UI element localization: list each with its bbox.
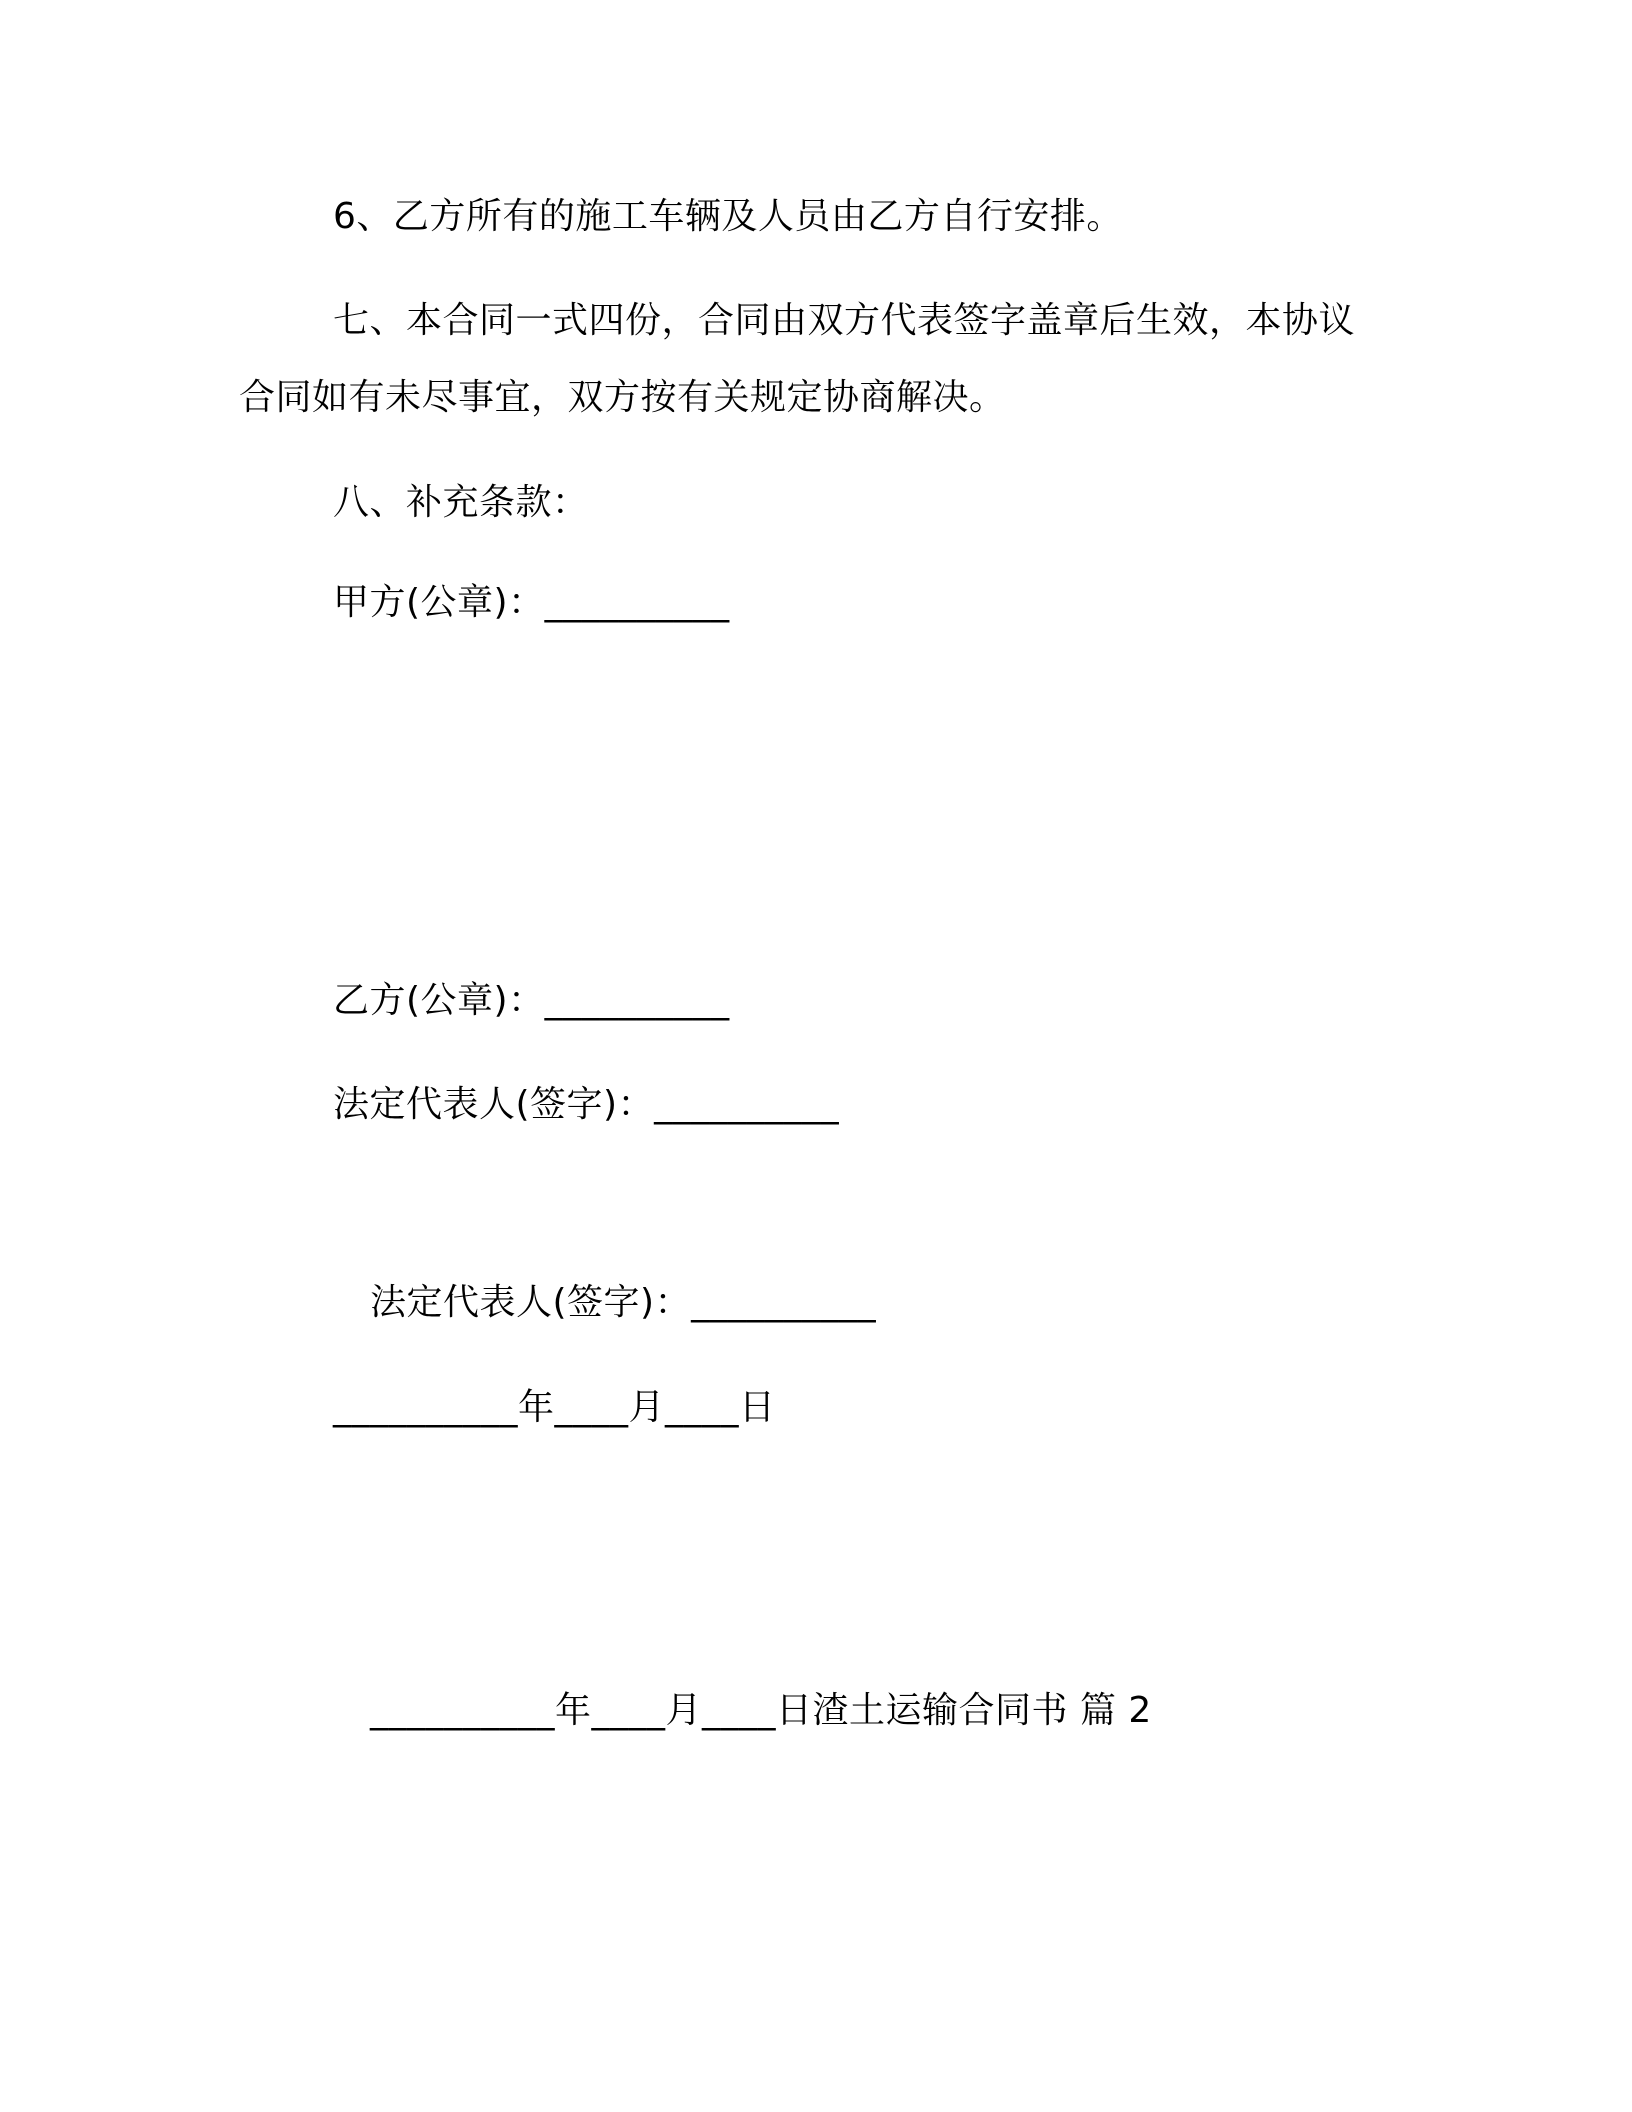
party-a-seal-line: 甲方(公章)：__________: [333, 582, 730, 623]
clause-7-line-1: 七、本合同一式四份，合同由双方代表签字盖章后生效，本协议: [333, 300, 1356, 341]
clause-7-line-2: 合同如有未尽事宜，双方按有关规定协商解决。: [239, 377, 1006, 418]
clause-6: 6、乙方所有的施工车辆及人员由乙方自行安排。: [333, 196, 1123, 237]
next-section-heading: __________年____月____日渣土运输合同书 篇 2: [370, 1690, 1152, 1731]
legal-rep-signature-line-2: 法定代表人(签字)：__________: [370, 1282, 877, 1323]
legal-rep-signature-line-1: 法定代表人(签字)：__________: [333, 1084, 840, 1125]
date-line: __________年____月____日: [333, 1387, 776, 1428]
clause-8: 八、补充条款：: [333, 482, 589, 523]
party-b-seal-line: 乙方(公章)：__________: [333, 980, 730, 1021]
